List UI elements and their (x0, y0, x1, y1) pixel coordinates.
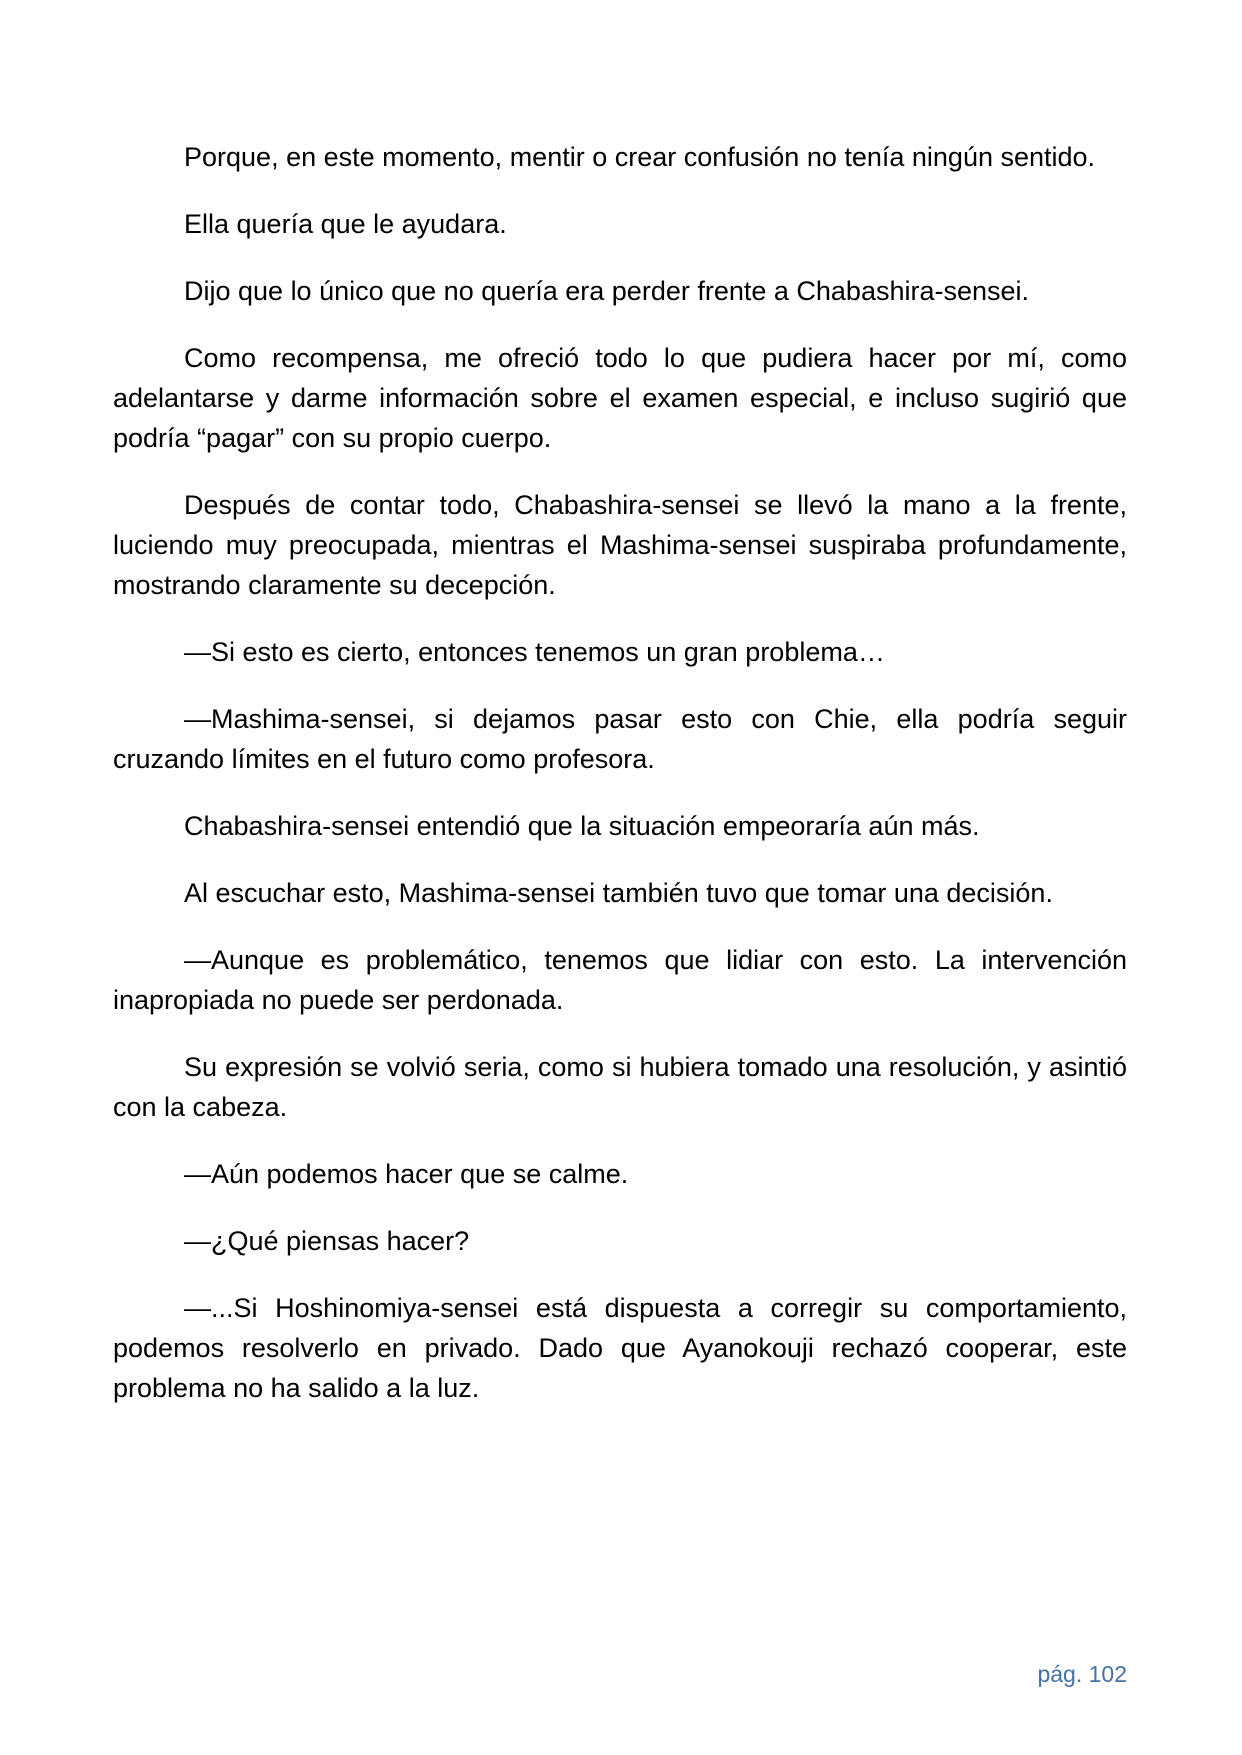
paragraph: —Mashima-sensei, si dejamos pasar esto con Chie, ella podría seguir cruzando límites en el futuro como profesora. (113, 704, 1127, 774)
paragraph: —Si esto es cierto, entonces tenemos un gran problema… (184, 637, 885, 667)
paragraph: —Aún podemos hacer que se calme. (184, 1159, 629, 1189)
paragraph: Dijo que lo único que no quería era perder frente a Chabashira-sensei. (184, 276, 1030, 306)
paragraph: Chabashira-sensei entendió que la situación empeoraría aún más. (184, 811, 980, 841)
paragraph: —Aunque es problemático, tenemos que lidiar con esto. La intervención inapropiada no puede ser perdonada. (113, 945, 1127, 1015)
paragraph: Ella quería que le ayudara. (184, 209, 507, 239)
paragraph: Al escuchar esto, Mashima-sensei también tuvo que tomar una decisión. (184, 878, 1053, 908)
page-number-footer: pág. 102 (1037, 1661, 1127, 1687)
paragraph: —...Si Hoshinomiya-sensei está dispuesta a corregir su comportamiento, podemos resolverlo en privado. Dado que Ayanokouji rechazó cooperar, este problema no ha salido a la luz. (113, 1293, 1127, 1403)
paragraph: —¿Qué piensas hacer? (184, 1226, 470, 1256)
paragraph: Como recompensa, me ofreció todo lo que pudiera hacer por mí, como adelantarse y darme información sobre el examen especial, e incluso sugirió que podría “pagar” con su propio cuerpo. (113, 343, 1127, 453)
page-body (113, 137, 1127, 1408)
paragraph: Después de contar todo, Chabashira-sensei se llevó la mano a la frente, luciendo muy preocupada, mientras el Mashima-sensei suspiraba profundamente, mostrando claramente su decepción. (113, 490, 1127, 600)
paragraph: Su expresión se volvió seria, como si hubiera tomado una resolución, y asintió con la cabeza. (113, 1052, 1127, 1122)
paragraph: Porque, en este momento, mentir o crear confusión no tenía ningún sentido. (184, 142, 1096, 172)
